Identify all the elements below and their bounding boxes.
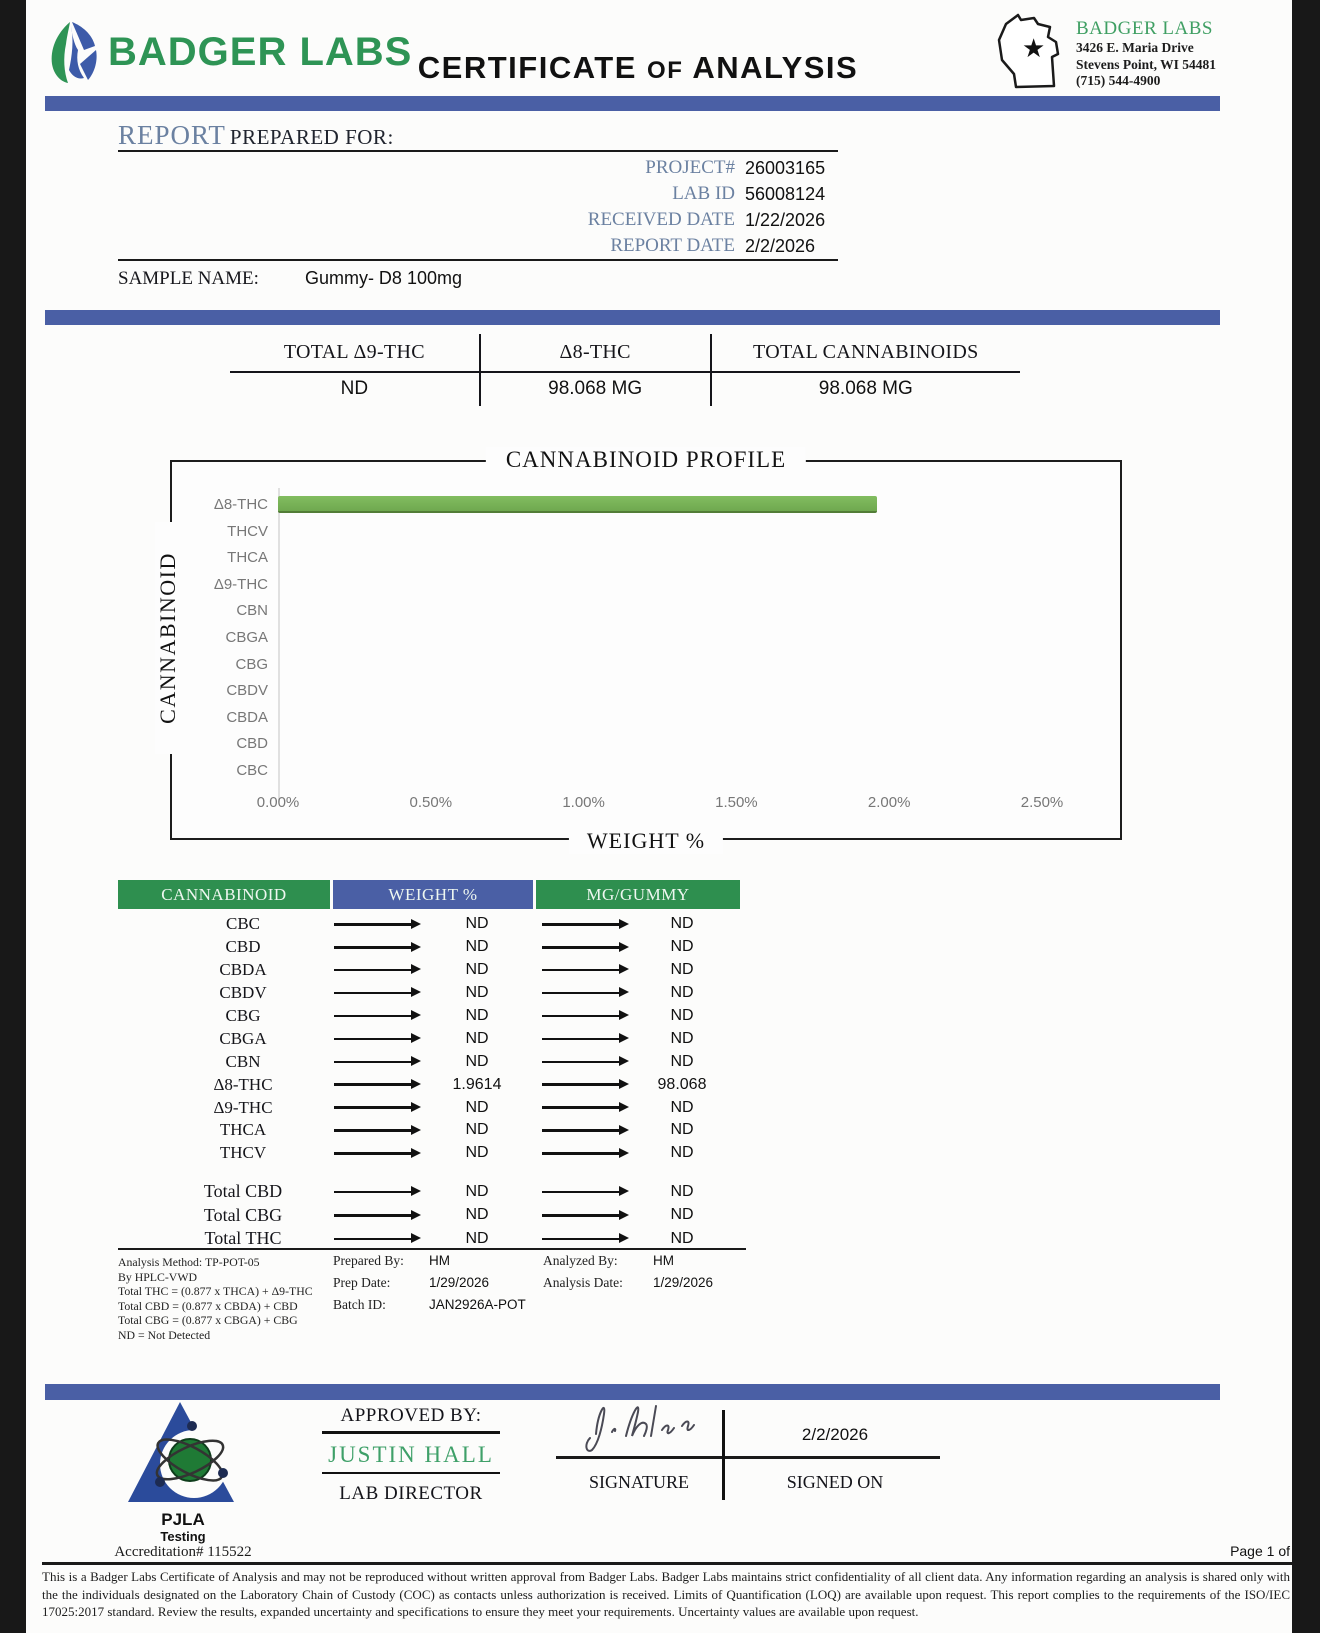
- arrow-icon: [542, 923, 620, 926]
- cannabinoid-name: CBD: [225, 937, 261, 957]
- lab-address2: Stevens Point, WI 54481: [1076, 56, 1217, 72]
- arrow-icon: [334, 1191, 412, 1194]
- report-field-value: 1/22/2026: [745, 209, 826, 230]
- mg-value: ND: [670, 1052, 694, 1070]
- report-field-label: REPORT DATE: [610, 235, 735, 256]
- results-row: [118, 959, 734, 982]
- cannabinoid-name: THCA: [219, 1120, 267, 1140]
- arrow-cell: [532, 1238, 630, 1241]
- arrow-cell: [324, 1106, 422, 1109]
- footer-disclaimer: This is a Badger Labs Certificate of Analysis and may not be reproduced without written approval from Badger Labs. Badger Labs maintains strict confidentiality of all client data. Any information regarding an analysis is shared only with the the individuals designated on the Laboratory Chain of Custody (COC) as contacts unless authorization is received. Limits of Quantification (LOQ) are available upon request. This report complies to the requirements of the ISO/IEC 17025:2017 standard. Review the results, expanded uncertainty and specifications to ensure they meet your requirements. Uncertainty values are available upon request.: [42, 1569, 1290, 1619]
- mg-value: ND: [670, 1229, 694, 1247]
- lab-address1: 3426 E. Maria Drive: [1076, 40, 1194, 55]
- mg-value: ND: [670, 1029, 694, 1047]
- mg-value: ND: [670, 1144, 694, 1162]
- wisconsin-map-icon: [988, 10, 1072, 96]
- cannabinoid-name: Total THC: [204, 1228, 282, 1249]
- summary-column-header: TOTAL Δ9-THC: [283, 341, 425, 363]
- title-of: OF: [647, 57, 684, 84]
- arrow-icon: [334, 1015, 412, 1018]
- weight-value: ND: [465, 1206, 489, 1224]
- weight-value: ND: [465, 1229, 489, 1247]
- approved-by-label: APPROVED BY:: [340, 1405, 482, 1426]
- cannabinoid-name: CBDA: [219, 960, 267, 980]
- results-table-totals: [118, 1180, 734, 1251]
- lab-phone: (715) 544-4900: [1076, 73, 1161, 88]
- arrow-icon: [334, 1061, 412, 1064]
- arrow-icon: [334, 1106, 412, 1109]
- weight-value: ND: [465, 1144, 489, 1162]
- weight-value: 1.9614: [452, 1075, 502, 1093]
- sample-name-row: [118, 268, 462, 290]
- pjla-testing: Testing: [160, 1529, 206, 1544]
- weight-value: ND: [465, 1121, 489, 1139]
- chart-x-tick: 1.50%: [715, 794, 758, 811]
- chart-category-label: CBN: [236, 602, 268, 620]
- results-row: [118, 1142, 734, 1165]
- summary-column-header: Δ8-THC: [559, 341, 631, 363]
- arrow-cell: [324, 1083, 422, 1086]
- arrow-icon: [542, 992, 620, 995]
- cannabinoid-name: Δ8-THC: [213, 1074, 273, 1094]
- cannabinoid-name: THCV: [219, 1143, 267, 1163]
- note-field-row: [543, 1275, 773, 1291]
- report-field-value: 2/2/2026: [745, 235, 816, 256]
- method-note-line: Total CBG = (0.877 x CBGA) + CBG: [118, 1313, 298, 1327]
- report-fields: [495, 155, 825, 259]
- arrow-cell: [532, 1015, 630, 1018]
- summary-column-value: ND: [340, 377, 369, 399]
- method-note-line: By HPLC-VWD: [118, 1269, 197, 1284]
- mg-value: ND: [670, 1121, 694, 1139]
- note-field-row: [333, 1297, 533, 1313]
- approver-title: LAB DIRECTOR: [339, 1483, 483, 1504]
- arrow-cell: [532, 992, 630, 995]
- note-field-label: Prep Date:: [333, 1275, 391, 1290]
- arrow-icon: [334, 1038, 412, 1041]
- pjla-logo-icon: [122, 1398, 244, 1510]
- weight-value: ND: [465, 915, 489, 933]
- results-header-cell: WEIGHT %: [333, 880, 533, 909]
- report-field-label: PROJECT#: [645, 157, 735, 178]
- mg-value: ND: [670, 1206, 694, 1224]
- arrow-icon: [334, 1238, 412, 1241]
- arrow-icon: [542, 1083, 620, 1086]
- arrow-cell: [324, 1191, 422, 1194]
- approver-rule: [322, 1472, 500, 1475]
- note-field-row: [333, 1253, 533, 1269]
- arrow-icon: [334, 992, 412, 995]
- weight-value: ND: [465, 961, 489, 979]
- results-row: [118, 1227, 734, 1251]
- star-icon: ★: [1022, 34, 1046, 63]
- report-field-row: [495, 181, 825, 207]
- chart-x-tick: 0.50%: [409, 794, 453, 811]
- report-field-label: LAB ID: [672, 183, 735, 204]
- arrow-cell: [324, 1238, 422, 1241]
- signature-divider: [722, 1410, 725, 1500]
- chart-bar: [278, 496, 877, 513]
- chart-category-label: CBG: [235, 655, 268, 673]
- arrow-icon: [542, 969, 620, 972]
- weight-value: ND: [465, 938, 489, 956]
- results-table-header: [118, 880, 740, 909]
- analysis-notes: [543, 1253, 773, 1297]
- arrow-icon: [542, 1061, 620, 1064]
- note-field-value: 1/29/2026: [429, 1275, 490, 1290]
- summary-column: [479, 334, 712, 406]
- arrow-icon: [542, 1238, 620, 1241]
- results-row: [118, 1204, 734, 1228]
- chart-category-label: Δ9-THC: [213, 575, 268, 593]
- note-field-label: Batch ID:: [333, 1297, 386, 1312]
- cannabinoid-name: CBN: [225, 1051, 261, 1071]
- arrow-cell: [324, 1038, 422, 1041]
- arrow-icon: [334, 1152, 412, 1155]
- cannabinoid-profile-chart: [155, 447, 1122, 853]
- arrow-icon: [334, 946, 412, 949]
- results-row: [118, 1073, 734, 1096]
- arrow-cell: [532, 923, 630, 926]
- note-field-row: [543, 1253, 773, 1269]
- mg-value: ND: [670, 984, 694, 1002]
- note-field-row: [333, 1275, 533, 1291]
- cannabinoid-name: CBGA: [219, 1028, 267, 1048]
- method-note-line: ND = Not Detected: [118, 1327, 211, 1342]
- method-note-line: Analysis Method: TP-POT-05: [118, 1255, 260, 1269]
- report-heading-em: REPORT: [118, 120, 226, 150]
- results-header-cell: MG/GUMMY: [536, 880, 740, 909]
- approver-name: JUSTIN HALL: [328, 1441, 494, 1467]
- arrow-cell: [324, 992, 422, 995]
- chart-category-label: CBD: [236, 735, 268, 753]
- report-field-row: [495, 233, 825, 259]
- lab-address-block: [1076, 18, 1276, 90]
- pjla-accreditation-number: Accreditation# 115522: [114, 1544, 252, 1560]
- arrow-cell: [324, 1015, 422, 1018]
- weight-value: ND: [465, 1052, 489, 1070]
- divider-bar-top: [45, 96, 1220, 111]
- summary-column-value: 98.068 MG: [818, 377, 913, 399]
- arrow-icon: [542, 1214, 620, 1217]
- cannabinoid-name: CBG: [225, 1006, 261, 1025]
- weight-value: ND: [465, 1098, 489, 1116]
- report-heading-rule: [118, 150, 838, 152]
- chart-x-tick: 0.00%: [256, 794, 300, 811]
- cannabinoid-name: Total CBG: [203, 1204, 283, 1225]
- chart-y-axis-label: CANNABINOID: [155, 522, 187, 754]
- arrow-cell: [324, 923, 422, 926]
- arrow-icon: [334, 1129, 412, 1132]
- results-row: [118, 1027, 734, 1050]
- arrow-cell: [532, 1106, 630, 1109]
- arrow-cell: [532, 969, 630, 972]
- arrow-icon: [542, 946, 620, 949]
- arrow-cell: [532, 1129, 630, 1132]
- sample-rule: [118, 259, 838, 261]
- arrow-cell: [324, 1061, 422, 1064]
- signature-icon: [578, 1392, 728, 1454]
- chart-category-label: Δ8-THC: [213, 496, 268, 513]
- results-row: [118, 1180, 734, 1204]
- divider-bar-mid: [45, 310, 1220, 325]
- title-certificate: CERTIFICATE: [417, 50, 637, 85]
- arrow-icon: [542, 1191, 620, 1194]
- cannabinoid-name: Total CBD: [203, 1181, 283, 1202]
- report-field-value: 56008124: [745, 183, 826, 204]
- pjla-org: PJLA: [161, 1510, 205, 1529]
- arrow-icon: [334, 1083, 412, 1086]
- results-row: [118, 1119, 734, 1142]
- title-analysis: ANALYSIS: [692, 50, 859, 85]
- cannabinoid-name: CBDV: [219, 983, 267, 1003]
- approved-by-block: [322, 1405, 500, 1505]
- note-field-value: JAN2926A-POT: [429, 1297, 526, 1312]
- summary-column: [712, 334, 1020, 406]
- chart-x-tick: 2.00%: [867, 794, 911, 811]
- badger-labs-leaf-logo-icon: [48, 20, 100, 84]
- signed-on-label: SIGNED ON: [786, 1472, 884, 1492]
- lab-name: BADGER LABS: [1076, 18, 1213, 39]
- arrow-icon: [542, 1015, 620, 1018]
- mg-value: ND: [670, 1098, 694, 1116]
- chart-category-label: CBDA: [226, 708, 268, 726]
- weight-value: ND: [465, 984, 489, 1002]
- approved-by-rule: [322, 1431, 500, 1434]
- mg-value: ND: [670, 915, 694, 933]
- results-row: [118, 913, 734, 936]
- note-field-label: Prepared By:: [333, 1253, 404, 1268]
- chart-x-tick: 1.00%: [562, 794, 605, 811]
- arrow-icon: [334, 1214, 412, 1217]
- prep-notes: [333, 1253, 533, 1319]
- arrow-cell: [324, 946, 422, 949]
- report-heading-rest: PREPARED FOR:: [229, 125, 394, 149]
- chart-category-label: THCV: [227, 522, 268, 540]
- cannabinoid-name: Δ9-THC: [213, 1097, 273, 1117]
- cannabinoid-name: CBC: [225, 914, 261, 934]
- arrow-cell: [324, 969, 422, 972]
- arrow-icon: [334, 923, 412, 926]
- summary-table: [230, 334, 1020, 406]
- summary-column-value: 98.068 MG: [548, 377, 643, 399]
- chart-category-label: CBDV: [226, 682, 268, 700]
- arrow-icon: [334, 969, 412, 972]
- signed-on-date: 2/2/2026: [801, 1425, 869, 1444]
- arrow-cell: [532, 946, 630, 949]
- arrow-cell: [532, 1191, 630, 1194]
- brand-wordmark: BADGER LABS: [108, 30, 413, 74]
- weight-value: ND: [465, 1029, 489, 1047]
- arrow-icon: [542, 1038, 620, 1041]
- report-field-label: RECEIVED DATE: [587, 209, 735, 230]
- mg-value: ND: [670, 938, 694, 956]
- arrow-cell: [324, 1129, 422, 1132]
- results-header-cell: CANNABINOID: [118, 880, 330, 909]
- results-row: [118, 1005, 734, 1028]
- arrow-cell: [324, 1152, 422, 1155]
- arrow-icon: [542, 1106, 620, 1109]
- note-field-label: Analyzed By:: [543, 1253, 618, 1268]
- results-row: [118, 982, 734, 1005]
- chart-category-label: CBGA: [225, 629, 268, 646]
- chart-category-label: CBC: [236, 762, 268, 779]
- chart-title: CANNABINOID PROFILE: [486, 447, 806, 473]
- report-field-value: 26003165: [745, 157, 826, 178]
- note-field-label: Analysis Date:: [543, 1275, 623, 1290]
- summary-column: [230, 334, 479, 406]
- summary-column-header: TOTAL CANNABINOIDS: [753, 341, 979, 363]
- page-number: Page 1 of: [1230, 1543, 1290, 1559]
- results-row: [118, 1096, 734, 1119]
- note-field-value: HM: [653, 1253, 674, 1268]
- weight-value: ND: [465, 1182, 489, 1200]
- chart-axis-line: [278, 488, 280, 800]
- mg-value: ND: [670, 1182, 694, 1200]
- arrow-icon: [542, 1152, 620, 1155]
- page-title: [388, 50, 888, 86]
- report-heading: [118, 120, 394, 151]
- results-row: [118, 936, 734, 959]
- arrow-cell: [532, 1061, 630, 1064]
- arrow-cell: [532, 1214, 630, 1217]
- mg-value: ND: [670, 961, 694, 979]
- mg-value: ND: [670, 1007, 694, 1024]
- method-note-line: Total CBD = (0.877 x CBDA) + CBD: [118, 1298, 298, 1313]
- method-note-line: Total THC = (0.877 x THCA) + Δ9-THC: [118, 1284, 313, 1298]
- mg-value: 98.068: [657, 1075, 707, 1093]
- arrow-cell: [532, 1083, 630, 1086]
- sample-name-label: SAMPLE NAME:: [118, 268, 259, 289]
- signature-rule: [556, 1456, 940, 1459]
- sample-name-value: Gummy- D8 100mg: [304, 268, 462, 288]
- chart-x-axis-label: WEIGHT %: [569, 828, 723, 854]
- arrow-icon: [542, 1129, 620, 1132]
- signature-label: SIGNATURE: [588, 1472, 689, 1492]
- report-field-row: [495, 155, 825, 181]
- results-row: [118, 1050, 734, 1073]
- note-field-value: 1/29/2026: [653, 1275, 714, 1290]
- arrow-cell: [532, 1152, 630, 1155]
- weight-value: ND: [465, 1007, 489, 1024]
- results-table-rows: [118, 913, 734, 1165]
- summary-header-rule: [230, 371, 1020, 373]
- arrow-cell: [324, 1214, 422, 1217]
- arrow-cell: [532, 1038, 630, 1041]
- report-field-row: [495, 207, 825, 233]
- chart-x-tick: 2.50%: [1020, 794, 1064, 811]
- chart-category-label: THCA: [227, 549, 268, 567]
- footer-rule: [42, 1562, 1292, 1565]
- note-field-value: HM: [429, 1253, 450, 1268]
